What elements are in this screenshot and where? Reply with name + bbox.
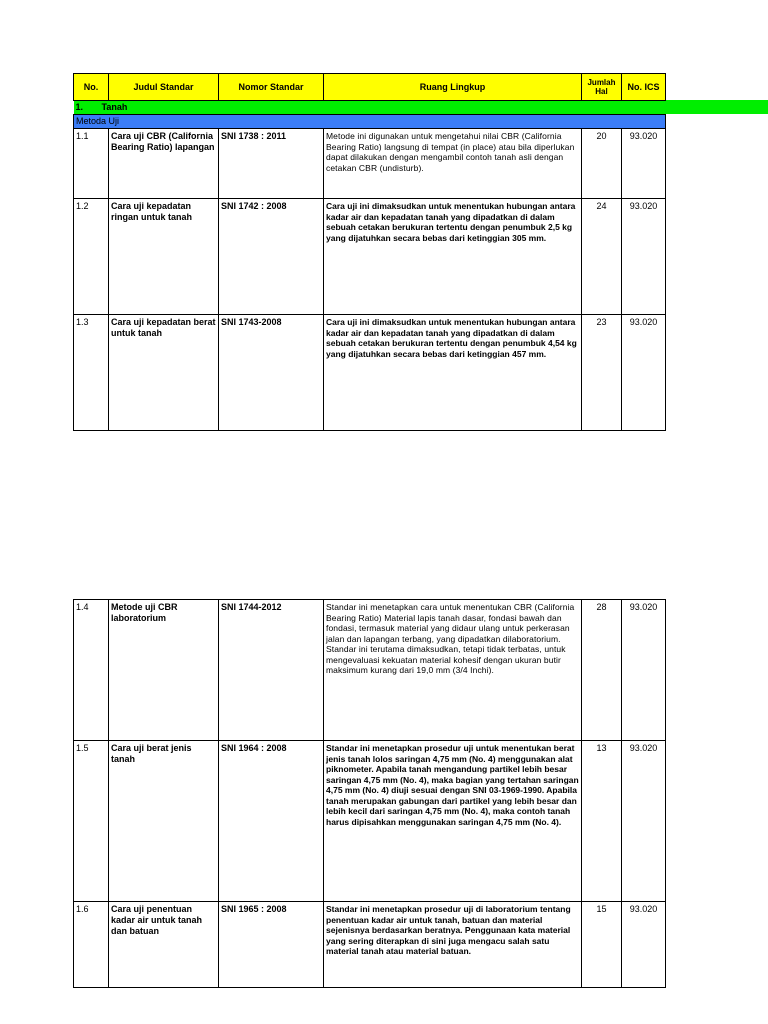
row-jumlah: 13 [582,741,622,902]
table-row [74,199,666,315]
row-no: 1.3 [74,315,109,431]
header-no: No. [74,74,109,101]
table-row [74,902,666,988]
row-ics: 93.020 [622,315,666,431]
table-row [74,600,666,741]
row-nomor: SNI 1743-2008 [219,315,324,431]
header-ics: No. ICS [622,74,666,101]
row-no: 1.1 [74,129,109,199]
row-ruang: Standar ini menetapkan prosedur uji untuk menentukan berat jenis tanah lolos saringan 4,75 mm (No. 4) menggunakan alat piknometer. Apabila tanah mengandung partikel lebih besar saringan 4,75 mm (No. 4), maka bagian yang tertahan saringan 4,75 mm (No. 4) diuji sesuai dengan SNI 03-1969-1990. Apabila tanah merupakan gabungan dari partikel yang lebih besar dan lebih kecil dari saringan 4,75 mm (No. 4), maka contoh tanah harus dipisahkan menggunakan saringan 4,75 mm (No. 4). [324,741,582,902]
table-header-row [74,74,666,101]
subsection-row [74,115,666,129]
row-jumlah: 20 [582,129,622,199]
row-nomor: SNI 1965 : 2008 [219,902,324,988]
standards-table-bottom [73,599,666,988]
row-no: 1.2 [74,199,109,315]
section-row [74,101,666,115]
header-nomor: Nomor Standar [219,74,324,101]
row-judul: Cara uji kepadatan berat untuk tanah [109,315,219,431]
row-no: 1.4 [74,600,109,741]
row-nomor: SNI 1738 : 2011 [219,129,324,199]
row-nomor: SNI 1964 : 2008 [219,741,324,902]
row-judul: Cara uji kepadatan ringan untuk tanah [109,199,219,315]
row-ics: 93.020 [622,902,666,988]
header-judul: Judul Standar [109,74,219,101]
row-jumlah: 23 [582,315,622,431]
row-ruang: Metode ini digunakan untuk mengetahui nilai CBR (California Bearing Ratio) langsung di tempat (in place) atau bila diperlukan dapat dilakukan dengan mengambil contoh tanah asli dengan cetakan CBR (undisturb). [324,129,582,199]
row-ruang: Cara uji ini dimaksudkan untuk menentukan hubungan antara kadar air dan kepadatan tanah yang dipadatkan di dalam sebuah cetakan berukuran tertentu dengan penumbuk 2,5 kg yang dijatuhkan secara bebas dari ketinggian 305 mm. [324,199,582,315]
row-no: 1.5 [74,741,109,902]
table-row [74,129,666,199]
row-judul: Cara uji CBR (California Bearing Ratio) lapangan [109,129,219,199]
row-judul: Cara uji berat jenis tanah [109,741,219,902]
table-row [74,315,666,431]
row-ruang: Standar ini menetapkan prosedur uji di laboratorium tentang penentuan kadar air untuk tanah, batuan dan material sejenisnya berdasarkan beratnya. Penggunaan kata material yang sering diterapkan di sini juga mengacu salah satu material tanah atau material batuan. [324,902,582,988]
row-judul: Cara uji penentuan kadar air untuk tanah dan batuan [109,902,219,988]
section-number: 1. [75,102,84,112]
row-ics: 93.020 [622,199,666,315]
row-jumlah: 24 [582,199,622,315]
row-nomor: SNI 1744-2012 [219,600,324,741]
row-ics: 93.020 [622,741,666,902]
header-jumlah: Jumlah Hal [582,74,622,101]
subsection-title: Metoda Uji [74,115,666,129]
row-jumlah: 15 [582,902,622,988]
header-ruang: Ruang Lingkup [324,74,582,101]
row-judul: Metode uji CBR laboratorium [109,600,219,741]
row-ruang: Standar ini menetapkan cara untuk menentukan CBR (California Bearing Ratio) Material lapis tanah dasar, fondasi bawah dan fondasi, termasuk material yang didaur ulang untuk perkerasan jalan dan lapangan terbang, yang dipadatkan dilaboratorium. Standar ini terutama dimaksudkan, tetapi tidak terbatas, untuk mengevaluasi kekuatan material kohesif dengan ukuran butir maksimum kurang dari 19,0 mm (3/4 Inchi). [324,600,582,741]
row-ics: 93.020 [622,129,666,199]
section-title: Tanah [101,102,128,112]
row-ics: 93.020 [622,600,666,741]
standards-table-top [73,73,666,431]
row-jumlah: 28 [582,600,622,741]
row-ruang: Cara uji ini dimaksudkan untuk menentukan hubungan antara kadar air dan kepadatan tanah yang dipadatkan di dalam sebuah cetakan berukuran tertentu dengan penumbuk 4,54 kg yang dijatuhkan secara bebas dari ketinggian 457 mm. [324,315,582,431]
table-row [74,741,666,902]
row-no: 1.6 [74,902,109,988]
row-nomor: SNI 1742 : 2008 [219,199,324,315]
